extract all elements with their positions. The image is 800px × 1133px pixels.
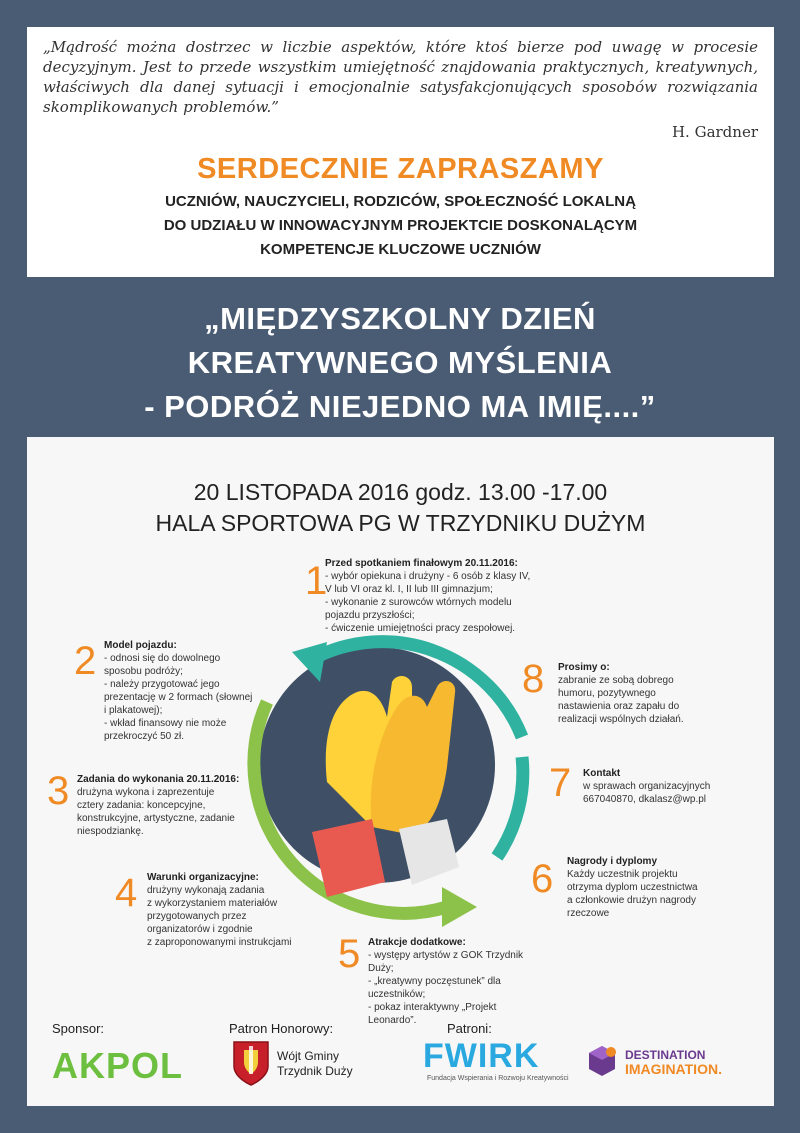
crest-icon xyxy=(232,1040,270,1086)
step-text: drużyna wykona i zaprezentuje xyxy=(77,787,215,798)
step-text: drużyny wykonają zadania xyxy=(147,885,265,896)
step-text: - wkład finansowy nie może xyxy=(104,718,227,729)
step-text: i plakatowej); xyxy=(104,705,163,716)
step-8 xyxy=(522,657,718,726)
step-2 xyxy=(74,639,264,743)
step-5 xyxy=(338,932,528,1027)
event-date: 20 LISTOPADA 2016 godz. 13.00 -17.00 xyxy=(193,479,608,505)
step-text: z zaproponowanymi instrukcjami xyxy=(147,937,292,948)
di-logo-line-2: IMAGINATION. xyxy=(625,1061,722,1077)
step-number: 5 xyxy=(338,932,361,976)
step-text: 667040870, dkalasz@wp.pl xyxy=(583,794,707,805)
step-text: - pokaz interaktywny „Projekt xyxy=(368,1002,497,1013)
invite-line-2: DO UDZIAŁU W INNOWACYJNYM PROJEKTCIE DOSKONALĄCYM xyxy=(163,217,638,234)
wojt-line-2: Trzydnik Duży xyxy=(277,1064,353,1078)
patrons-label: Patroni: xyxy=(447,1021,492,1036)
step-number: 4 xyxy=(115,871,138,915)
step-heading: Nagrody i dyplomy xyxy=(567,856,658,867)
step-text: nastawienia oraz zapału do xyxy=(558,701,680,712)
fwirk-subtitle: Fundacja Wspierania i Rozwoju Kreatywności xyxy=(427,1075,569,1082)
teal-arrow-right-icon xyxy=(497,757,523,857)
step-number: 6 xyxy=(531,857,554,901)
event-place: HALA SPORTOWA PG W TRZYDNIKU DUŻYM xyxy=(155,510,646,536)
step-text: pojazdu przyszłości; xyxy=(325,610,415,621)
di-logo-line-1: DESTINATION xyxy=(625,1048,706,1062)
step-text: - wybór opiekuna i drużyny - 6 osób z klasy IV, xyxy=(325,571,531,582)
step-text: - odnosi się do dowolnego xyxy=(104,653,221,664)
step-text: humoru, pozytywnego xyxy=(558,688,656,699)
step-text: Leonardo”. xyxy=(368,1015,417,1026)
wojt-logo-text xyxy=(277,1049,353,1079)
step-text: - wykonanie z surowców wtórnych modelu xyxy=(325,597,512,608)
intro-panel xyxy=(27,27,774,277)
step-text: uczestników; xyxy=(368,989,426,1000)
step-text: - „kreatywny poczęstunek” dla xyxy=(368,976,501,987)
step-3 xyxy=(47,769,242,838)
step-number: 2 xyxy=(74,639,97,683)
gardner-quote: „Mądrość można dostrzec w liczbie aspektów, które ktoś bierze pod uwagę w procesie decyzyjnym. Jest to przede wszystkim umiejętność znajdowania praktycznych, kreatywnych, właściwych dla danej sytuacji i emocjonalnie satysfakcjonujących sposobów rozwiązania skomplikowanych problemów.” xyxy=(43,38,758,116)
green-arrowhead-icon xyxy=(442,887,477,927)
step-text: otrzyma dyplom uczestnictwa xyxy=(567,882,698,893)
step-heading: Kontakt xyxy=(583,768,621,779)
step-text: przygotowanych przez xyxy=(147,911,247,922)
step-text: rzeczowe xyxy=(567,908,610,919)
details-panel xyxy=(27,437,774,1106)
step-text: a członkowie drużyn nagrody xyxy=(567,895,696,906)
akpol-logo: AKPOL xyxy=(52,1045,183,1086)
invite-line-1: UCZNIÓW, NAUCZYCIELI, RODZICÓW, SPOŁECZNOŚĆ LOKALNĄ xyxy=(165,193,636,210)
step-text: prezentację w 2 formach (słownej xyxy=(104,692,253,703)
step-text: niespodziankę. xyxy=(77,826,144,837)
event-title-line-3: - PODRÓŻ NIEJEDNO MA IMIĘ....” xyxy=(144,389,656,424)
wojt-line-1: Wójt Gminy xyxy=(277,1049,340,1063)
step-number: 7 xyxy=(549,761,572,805)
invite-line-3: KOMPETENCJE KLUCZOWE UCZNIÓW xyxy=(260,241,541,258)
invite-title: SERDECZNIE ZAPRASZAMY xyxy=(197,153,604,185)
event-title-line-2: KREATYWNEGO MYŚLENIA xyxy=(187,345,613,380)
step-4 xyxy=(115,871,317,949)
step-text: - należy przygotować jego xyxy=(104,679,220,690)
fwirk-logo: FWIRK xyxy=(423,1037,540,1075)
step-6 xyxy=(531,855,727,920)
event-title xyxy=(0,297,800,429)
step-number: 8 xyxy=(522,657,545,701)
destination-imagination-icon xyxy=(587,1044,617,1078)
patron-label: Patron Honorowy: xyxy=(229,1021,334,1036)
quote-author: H. Gardner xyxy=(671,123,758,141)
step-text: przekroczyć 50 zł. xyxy=(104,731,185,742)
step-text: z wykorzystaniem materiałów xyxy=(147,898,278,909)
step-heading: Warunki organizacyjne: xyxy=(147,872,259,883)
event-title-line-1: „MIĘDZYSZKOLNY DZIEŃ xyxy=(204,301,596,336)
step-text: Każdy uczestnik projektu xyxy=(567,869,678,880)
step-text: Duży; xyxy=(368,963,394,974)
step-text: - ćwiczenie umiejętności pracy zespołowej. xyxy=(325,623,516,634)
step-text: realizacji wspólnych działań. xyxy=(558,714,684,725)
step-text: cztery zadania: koncepcyjne, xyxy=(77,800,206,811)
step-heading: Prosimy o: xyxy=(558,662,610,673)
invite-subtitle xyxy=(43,190,758,262)
step-text: sposobu podróży; xyxy=(104,666,183,677)
step-1 xyxy=(305,557,545,635)
step-text: konstrukcyjne, artystyczne, zadanie xyxy=(77,813,235,824)
step-text: organizatorów i zgodnie xyxy=(147,924,253,935)
step-heading: Zadania do wykonania 20.11.2016: xyxy=(77,774,240,785)
step-number: 3 xyxy=(47,769,70,813)
sponsor-label: Sponsor: xyxy=(52,1021,105,1036)
step-heading: Atrakcje dodatkowe: xyxy=(368,937,466,948)
step-text: w sprawach organizacyjnych xyxy=(583,781,711,792)
step-text: V lub VI oraz kl. I, II lub III gimnazjum; xyxy=(325,584,493,595)
step-7 xyxy=(549,761,753,806)
step-text: zabranie ze sobą dobrego xyxy=(558,675,674,686)
step-number: 1 xyxy=(305,559,328,603)
step-heading: Model pojazdu: xyxy=(104,640,177,651)
step-text: - występy artystów z GOK Trzydnik xyxy=(368,950,524,961)
step-heading: Przed spotkaniem finałowym 20.11.2016: xyxy=(325,558,518,569)
